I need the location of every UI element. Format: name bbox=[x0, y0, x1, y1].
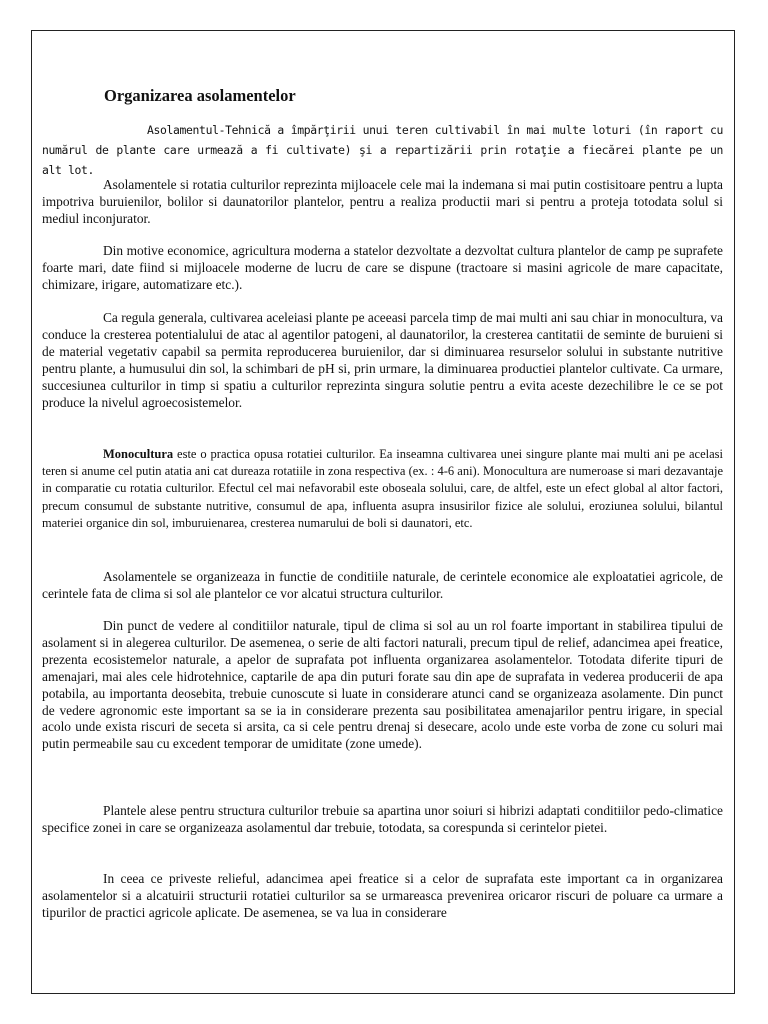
paragraph-4: Ca regula generala, cultivarea aceleiasi plante pe aceeasi parcela timp de mai multi ani sau chiar in monocultura, va conduce la cresterea potentialului de atac al agentilor patogeni, al daunatorilor, la cresterea cantitatii de seminte de buruieni si de material vegetativ capabil sa permita reproducerea buruienilor, dar si diminuarea resurselor solului in substante nutritive pentru plante, a humusului din sol, la schimbari de pH si, prin urmare, la diminuarea productiei plantelor cultivate. Ca urmare, succesiunea culturilor in timp si spatiu a culturilor reprezinta singura solutie pentru a evita aceste dezechilibre le ce se pot produce la nivelul agroecosistemelor. bbox=[42, 310, 723, 410]
paragraph-8: Plantele alese pentru structura culturilor trebuie sa apartina unor soiuri si hibrizi adaptati conditiilor pedo-climatice specifice zonei in care se organizeaza asolamentul dar trebuie, totodata, sa corespunda si cerintelor pietei. bbox=[42, 803, 723, 835]
paragraph-9: In ceea ce priveste relieful, adancimea apei freatice si a celor de suprafata este important ca in organizarea asolamentelor si a alcatuirii structurii rotatiei culturilor sa se urmareasca prevenirea oricaror riscuri de poluare ca urmare a tipurilor de practici agricole aplicate. De asemenea, se va lua in considerare bbox=[42, 871, 723, 920]
paragraph-3: Din motive economice, agricultura moderna a statelor dezvoltate a dezvoltat cultura plantelor de camp pe suprafete foarte mari, date fiind si mijloacele moderne de lucru de care se dispune (tractoare si masini agricole de mare capacitate, chimizare, irigare, automatizare etc.). bbox=[42, 243, 723, 292]
monocultura-text: este o practica opusa rotatiei culturilor. Ea inseamna cultivarea unei singure plante mai multi ani pe acelasi teren si anume cel putin atatia ani cat dureaza rotatiile in zona respectiva (ex. : 4-6 ani). Monocultura are numeroase si mari dezavantaje in comparatie cu rotatia culturilor. Efectul cel mai nefavorabil este oboseala solului, care, de altfel, este un efect global al altor factori, precum consumul de substante nutritive, consumul de apa, influenta asupra insusirilor fizice ale solului, eroziunea solului, bilantul materiei organice din sol, imburuienarea, cresterea numarului de boli si daunatori, etc. bbox=[42, 447, 723, 530]
paragraph-7: Din punct de vedere al conditiilor naturale, tipul de clima si sol au un rol foarte important in stabilirea tipului de asolament si in alegerea culturilor. De asemenea, o serie de alti factori naturali, precum tipul de relief, adancimea apei freatice, prezenta ecosistemelor naturale, a apelor de suprafata pot influenta organizarea asolamentelor. Totodata diferite tipuri de amenajari, mai ales cele hidrotehnice, captarile de apa din puturi forate sau din ape de suprafata in vederea producerii de apa potabila, au importanta deosebita, trebuie cunoscute si luate in considerare atunci cand se organizeaza asolamente. Din punct de vedere agronomic este important sa se ia in considerare prezenta sau posibilitatea amenajarilor pentru irigare, in special acolo unde exista riscuri de seceta si arsita, ca si cele pentru drenaj si desecare, acolo unde este vorba de zone cu soluri mai putin permeabile sau cu excedent temporar de umiditate (zone umede). bbox=[42, 618, 723, 752]
paragraph-2: Asolamentele si rotatia culturilor reprezinta mijloacele cele mai la indemana si mai putin costisitoare pentru a lupta impotriva buruienilor, bolilor si daunatorilor plantelor, pentru a realiza productii mari si pentru a proteja totodata solul si mediul inconjurator. bbox=[42, 177, 723, 226]
paragraph-6: Asolamentele se organizeaza in functie de conditiile naturale, de cerintele economice ale exploatatiei agricole, de cerintele fata de clima si sol ale plantelor ce vor alcatui structura culturilor. bbox=[42, 569, 723, 601]
document-title: Organizarea asolamentelor bbox=[104, 86, 296, 105]
paragraph-intro: Asolamentul-Tehnică a împărţirii unui teren cultivabil în mai multe loturi (în raport cu numărul de plante care urmează a fi cultivate) şi a repartizării prin rotaţie a fiecărei plante pe un alt lot. bbox=[42, 123, 723, 177]
paragraph-monocultura bbox=[42, 446, 723, 532]
monocultura-term: Monocultura bbox=[103, 447, 174, 461]
